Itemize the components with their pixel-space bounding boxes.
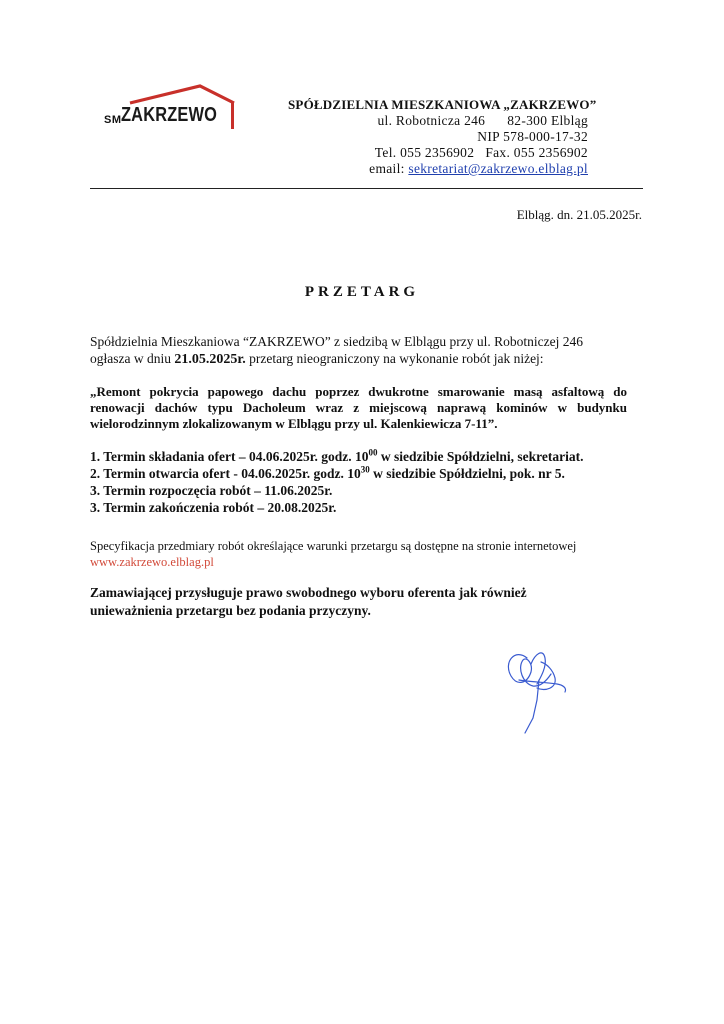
announcement-date: 21.05.2025r.	[174, 352, 246, 367]
org-nip: NIP 578-000-17-32	[477, 129, 588, 144]
company-logo	[100, 84, 240, 136]
term-text: 1. Termin składania ofert – 04.06.2025r. godz. 10	[90, 449, 369, 464]
org-address	[288, 113, 588, 177]
document-title: PRZETARG	[304, 284, 420, 300]
intro-paragraph	[90, 333, 630, 368]
term-item	[90, 482, 650, 499]
org-name: SPÓŁDZIELNIA MIESZKANIOWA „ZAKRZEWO”	[288, 97, 597, 112]
term-item	[90, 448, 650, 465]
term-location: w siedzibie Spółdzielni, pok. nr 5.	[369, 466, 565, 481]
work-description: „Remont pokrycia papowego dachu poprzez dwukrotne smarowanie masą asfaltową do renowacji dachów typu Dacholeum wraz z miejscową naprawą kominów w budynku wielorodzinnym zlokalizowanym w Elblągu przy ul. Kalenkiewicza 7-11”.	[90, 384, 627, 431]
logo-prefix: SM	[104, 114, 122, 126]
org-fax: Fax. 055 2356902	[485, 145, 588, 160]
intro-line-2-pre: ogłasza w dniu	[90, 351, 175, 366]
terms-list	[90, 448, 650, 516]
term-text: 3. Termin zakończenia robót – 20.08.2025r.	[90, 500, 337, 515]
term-text: 3. Termin rozpoczęcia robót – 11.06.2025r.	[90, 483, 333, 498]
handwritten-signature	[497, 640, 577, 735]
intro-line-1: Spółdzielnia Mieszkaniowa “ZAKRZEWO” z siedzibą w Elblągu przy ul. Robotniczej 246	[90, 334, 583, 349]
rights-statement: Zamawiającej przysługuje prawo swobodnego wyboru oferenta jak również unieważnienia przetargu bez podania przyczyny.	[90, 585, 527, 618]
org-tel: Tel. 055 2356902	[374, 145, 475, 160]
email-link[interactable]: sekretariat@zakrzewo.elblag.pl	[408, 161, 588, 176]
email-label: email:	[369, 161, 405, 176]
term-item	[90, 499, 650, 516]
term-location: w siedzibie Spółdzielni, sekretariat.	[377, 449, 584, 464]
letterhead-org	[288, 97, 618, 177]
org-postcode-city: 82-300 Elbląg	[507, 113, 588, 128]
term-time-sup: 00	[368, 447, 378, 458]
logo-name: ZAKRZEWO	[121, 104, 218, 126]
intro-line-2	[90, 350, 630, 368]
specification-text: Specyfikacja przedmiary robót określające warunki przetargu są dostępne na stronie internetowej	[90, 539, 577, 553]
org-street: ul. Robotnicza 246	[377, 113, 486, 128]
term-time-sup: 30	[360, 464, 370, 475]
intro-line-2-post: przetarg nieograniczony na wykonanie robót jak niżej:	[245, 351, 544, 366]
term-item	[90, 465, 650, 482]
letterhead-divider	[90, 188, 643, 189]
website-link[interactable]: www.zakrzewo.elblag.pl	[90, 555, 214, 569]
term-text: 2. Termin otwarcia ofert - 04.06.2025r. godz. 10	[90, 466, 361, 481]
date-line: Elbląg. dn. 21.05.2025r.	[516, 207, 642, 222]
specification-note	[90, 538, 636, 570]
